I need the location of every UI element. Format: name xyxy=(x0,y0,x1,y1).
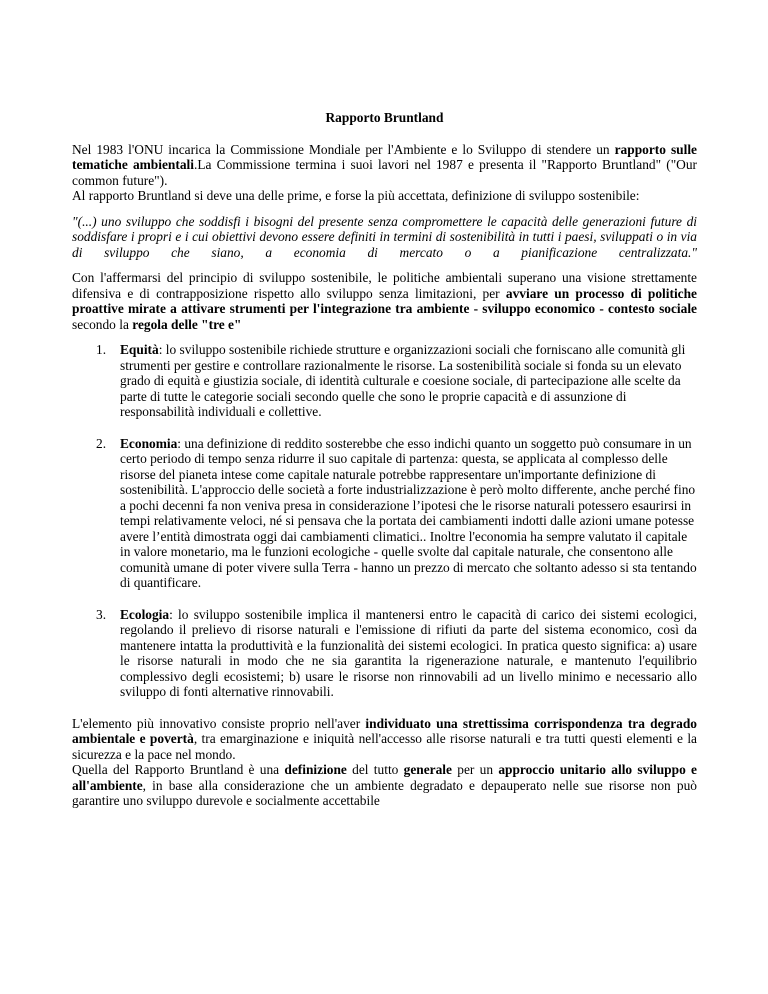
list-item-body xyxy=(120,342,697,420)
principles-list xyxy=(72,342,697,700)
final-bold-generale: generale xyxy=(403,762,452,777)
list-item-term: Ecologia xyxy=(120,606,170,622)
list-item-term: Equità xyxy=(120,342,159,357)
principle-text-mid: secondo la xyxy=(72,316,133,332)
final-text: per un xyxy=(451,762,499,777)
intro-bold-text: rapporto sulle tematiche ambientali xyxy=(72,141,697,172)
final-bold-approccio: approccio unitario allo sviluppo e all'ambiente xyxy=(72,762,697,793)
conclusion-bold-text: individuato una strettissima corrispondenza tra degrado ambientale e povertà xyxy=(72,715,697,746)
principle-text: Con l'affermarsi del principio di sviluppo sostenibile, le politiche ambientali superano una visione strettamente difensiva e di contrapposizione rispetto allo sviluppo senza limitazioni, per xyxy=(72,270,697,301)
definition-quote: "(...) uno sviluppo che soddisfi i bisogni del presente senza compromettere le capacità delle generazioni future di soddisfare i propri e i cui obiettivi devono essere definiti in termini di sostenibilità in tutti i paesi, sviluppati o in via di sviluppo che siano, a economia di mercato o a pianificazione centralizzata." xyxy=(72,213,697,260)
principle-paragraph xyxy=(72,270,697,332)
final-text: del tutto xyxy=(346,762,404,777)
final-bold-definizione: definizione xyxy=(284,762,347,777)
conclusion-text-end: , tra emarginazione e iniquità nell'accesso alle risorse naturali e tra tutti questi elementi e la sicurezza e la pace nel mondo. xyxy=(72,731,697,762)
intro-paragraph xyxy=(72,142,697,189)
final-text: Quella del Rapporto Bruntland è una xyxy=(72,762,285,777)
list-item-text: : una definizione di reddito sosterebbe che esso indichi quanto un soggetto può consumare in un certo periodo di tempo senza ridurre il suo capitale di partenza: questa, se applicata al complesso delle risorse del pianeta intese come capitale naturale potrebbe rappresentare un'importante definizione di sostenibilità. L'approccio delle società a forte industrializzazione è però molto differente, anche perché fino a pochi decenni fa non veniva presa in considerazione l’ipotesi che le risorse naturali potessero esaurirsi in tempi relativamente veloci, né si pensava che la portata dei cambiamenti indotti dalle azioni umane potesse avere l’entità dimostrata oggi dai cambiamenti climatici.. Inoltre l'economia ha sempre valutato il capitale in valore monetario, ma le funzioni ecologiche - quelle svolte dal capitale naturale, che consentono alle comunità umane di poter vivere sulla Terra - hanno un prezzo di mercato che soltanto adesso si sta tentando di quantificare. xyxy=(120,435,697,590)
list-item-equita xyxy=(72,342,697,420)
intro-text-end: .La Commissione termina i suoi lavori nel 1987 e presenta il "Rapporto Bruntland" ("Our common future"). xyxy=(72,157,697,188)
list-item-text: : lo sviluppo sostenibile implica il mantenersi entro le capacità di carico dei sistemi ecologici, regolando il prelievo di risorse naturali e l'emissione di rifiuti da parte del sistema economico, così da mantenere intatta la produttività e la funzionalità dei sistemi ecologici. In pratica questo significa: a) usare le risorse naturali in modo che ne sia garantita la rigenerazione naturale, e mantenuto l'equilibrio complessivo degli ecosistemi; b) usare le risorse non rinnovabili ad un livello minimo e necessario allo sviluppo di fonti alternative rinnovabili. xyxy=(120,606,697,699)
list-number: 1. xyxy=(96,342,107,357)
list-item-body xyxy=(120,436,697,591)
page-title: Rapporto Bruntland xyxy=(325,110,444,125)
list-item-text: : lo sviluppo sostenibile richiede strutture e organizzazioni sociali che forniscano alle comunità gli strumenti per gestire e controllare razionalmente le risorse. La sostenibilità sociale si fonda su un elevato grado di equità e giustizia sociale, di identità culturale e coesione sociale, di partecipazione alle scelte da parte di tutte le categorie sociali secondo quelle che sono le proprie capacità e di assunzione di responsabilità individuali e collettive. xyxy=(120,342,686,419)
principle-rule: regola delle "tre e" xyxy=(132,316,242,332)
list-item-term: Economia xyxy=(120,435,178,451)
final-text-end: , in base alla considerazione che un ambiente degradato e depauperato nelle sue risorse non può garantire uno sviluppo durevole e socialmente accettabile xyxy=(72,777,697,808)
list-number: 2. xyxy=(96,435,107,451)
intro-text: Nel 1983 l'ONU incarica la Commissione Mondiale per l'Ambiente e lo Sviluppo di stendere un xyxy=(72,141,615,157)
list-item-ecologia xyxy=(72,607,697,700)
final-paragraph xyxy=(72,762,697,809)
document-page xyxy=(72,110,697,809)
list-number: 3. xyxy=(96,606,107,622)
conclusion-paragraph xyxy=(72,716,697,763)
list-item-body xyxy=(120,607,697,700)
definition-lead: Al rapporto Bruntland si deve una delle prime, e forse la più accettata, definizione di sviluppo sostenibile: xyxy=(72,188,640,203)
principle-bold-text: avviare un processo di politiche proattive mirate a attivare strumenti per l'integrazione tra ambiente - sviluppo economico - contesto sociale xyxy=(72,285,698,316)
list-item-economia xyxy=(72,436,697,591)
conclusion-text: L'elemento più innovativo consiste proprio nell'aver xyxy=(72,715,366,731)
